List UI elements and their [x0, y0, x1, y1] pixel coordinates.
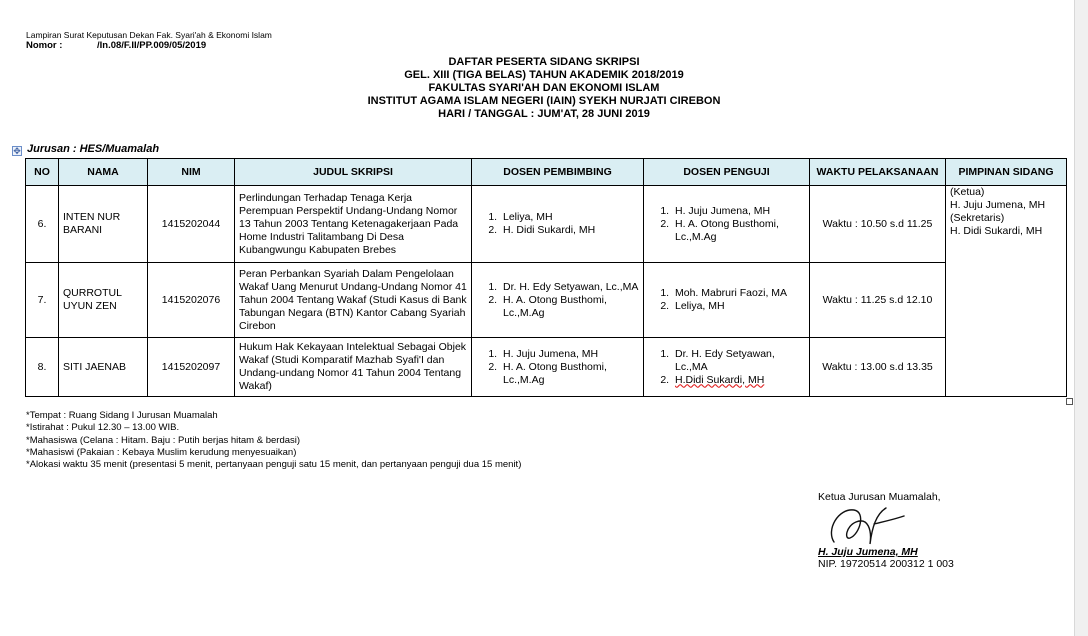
- penguji-list: [648, 287, 805, 313]
- cell-no: 8.: [26, 338, 59, 397]
- cell-nim: 1415202076: [148, 263, 235, 338]
- pembimbing-list: [476, 281, 639, 320]
- doc-title: DAFTAR PESERTA SIDANG SKRIPSI: [448, 56, 640, 68]
- vertical-scrollbar[interactable]: [1074, 0, 1088, 636]
- pembimbing-item: 2. H. Didi Sukardi, MH: [500, 224, 639, 237]
- penguji-item: 1. H. Juju Jumena, MH: [672, 205, 805, 218]
- cell-waktu: Waktu : 13.00 s.d 13.35: [810, 338, 946, 397]
- note-istirahat: *Istirahat : Pukul 12.30 – 13.00 WIB.: [26, 422, 180, 434]
- cell-judul: Perlindungan Terhadap Tenaga Kerja Perempuan Perspektif Undang-Undang Nomor 13 Tahun 2003 Tentang Ketenagakerjaan Pada Home Industri Talitambang Di Desa Kubangwungu Kabupaten Brebes: [235, 186, 472, 263]
- pimpinan-ketua-label: (Ketua): [950, 186, 985, 198]
- penguji-item: 1. Moh. Mabruri Faozi, MA: [672, 287, 805, 300]
- pembimbing-list: [476, 348, 639, 387]
- pimpinan-ketua-name: H. Juju Jumena, MH: [950, 199, 1046, 211]
- cell-pimpinan: [946, 186, 1067, 397]
- cell-penguji: [644, 186, 810, 263]
- handwritten-signature: [820, 500, 910, 550]
- doc-subtitle-fakultas: FAKULTAS SYARI'AH DAN EKONOMI ISLAM: [428, 82, 660, 94]
- cell-penguji: [644, 338, 810, 397]
- pembimbing-item: 1. H. Juju Jumena, MH: [500, 348, 639, 361]
- col-header-pembimbing: DOSEN PEMBIMBING: [472, 159, 644, 186]
- pembimbing-item: 1. Dr. H. Edy Setyawan, Lc.,MA: [500, 281, 639, 294]
- penguji-item: 2. H. A. Otong Busthomi, Lc.,M.Ag: [672, 218, 805, 244]
- cell-pembimbing: [472, 338, 644, 397]
- notes-block: [26, 410, 521, 471]
- pembimbing-list: [476, 211, 639, 237]
- penguji-item: 2. Leliya, MH: [672, 300, 805, 313]
- penguji-list: [648, 205, 805, 244]
- note-mahasiswa: *Mahasiswa (Celana : Hitam. Baju : Putih berjas hitam & berdasi): [26, 434, 301, 446]
- cell-nama: INTEN NUR BARANI: [59, 186, 148, 263]
- cell-nim: 1415202044: [148, 186, 235, 263]
- table-row: [26, 263, 1067, 338]
- pembimbing-item: 2. H. A. Otong Busthomi, Lc.,M.Ag: [500, 294, 639, 320]
- penguji-item: 1. Dr. H. Edy Setyawan, Lc.,MA: [672, 348, 805, 374]
- cell-judul: Peran Perbankan Syariah Dalam Pengelolaan Wakaf Uang Menurut Undang-Undang Nomor 41 Tahun 2004 Tentang Wakaf (Studi Kasus di Bank Tabungan Negara (BTN) Kantor Cabang Syariah Cirebon: [235, 263, 472, 338]
- col-header-nama: NAMA: [59, 159, 148, 186]
- lampiran-text: Lampiran Surat Keputusan Dekan Fak. Syari'ah & Ekonomi Islam: [26, 30, 272, 40]
- col-header-judul: JUDUL SKRIPSI: [235, 159, 472, 186]
- doc-subtitle-tanggal: HARI / TANGGAL : JUM'AT, 28 JUNI 2019: [438, 108, 650, 120]
- note-mahasiswi: *Mahasiswi (Pakaian : Kebaya Muslim kerudung menyesuaikan): [26, 446, 297, 458]
- signature-title: Ketua Jurusan Muamalah,: [818, 491, 941, 503]
- doc-subtitle-institut: INSTITUT AGAMA ISLAM NEGERI (IAIN) SYEKH NURJATI CIREBON: [367, 95, 721, 107]
- nomor-label: Nomor :: [26, 40, 63, 51]
- cell-penguji: [644, 263, 810, 338]
- pimpinan-sekretaris-name: H. Didi Sukardi, MH: [950, 225, 1043, 237]
- note-alokasi: *Alokasi waktu 35 menit (presentasi 5 menit, pertanyaan penguji satu 15 menit, dan pertanyaan penguji dua 15 menit): [26, 459, 522, 471]
- cell-pembimbing: [472, 186, 644, 263]
- col-header-waktu: WAKTU PELAKSANAAN: [810, 159, 946, 186]
- cell-waktu: Waktu : 10.50 s.d 11.25: [810, 186, 946, 263]
- nomor-value: /In.08/F.II/PP.009/05/2019: [97, 40, 207, 51]
- col-header-penguji: DOSEN PENGUJI: [644, 159, 810, 186]
- cell-nim: 1415202097: [148, 338, 235, 397]
- cell-nama: QURROTUL UYUN ZEN: [59, 263, 148, 338]
- cell-waktu: Waktu : 11.25 s.d 12.10: [810, 263, 946, 338]
- table-row: [26, 186, 1067, 263]
- cell-judul: Hukum Hak Kekayaan Intelektual Sebagai Objek Wakaf (Studi Komparatif Mazhab Syafi'I dan Undang-undang Nomor 41 Tahun 2004 Tentang Wakaf): [235, 338, 472, 397]
- signature-name: H. Juju Jumena, MH: [818, 546, 918, 558]
- cell-no: 7.: [26, 263, 59, 338]
- pembimbing-item: 2. H. A. Otong Busthomi, Lc.,M.Ag: [500, 361, 639, 387]
- move-handle-icon[interactable]: ✥: [13, 146, 21, 156]
- penguji-list: [648, 348, 805, 387]
- penguji-item-text: H.Didi Sukardi, MH: [675, 373, 765, 386]
- pembimbing-item: 1. Leliya, MH: [500, 211, 639, 224]
- pimpinan-sekretaris-label: (Sekretaris): [950, 212, 1005, 224]
- signature-nip: NIP. 19720514 200312 1 003: [818, 558, 954, 570]
- col-header-pimpinan: PIMPINAN SIDANG: [946, 159, 1067, 186]
- col-header-no: NO: [26, 159, 59, 186]
- table-row: [26, 338, 1067, 397]
- resize-handle-icon[interactable]: [1066, 398, 1073, 405]
- doc-subtitle-gelombang: GEL. XIII (TIGA BELAS) TAHUN AKADEMIK 2018/2019: [404, 69, 684, 81]
- cell-no: 6.: [26, 186, 59, 263]
- schedule-table: [25, 158, 1067, 397]
- cell-pembimbing: [472, 263, 644, 338]
- penguji-item: [672, 374, 805, 387]
- section-label: Jurusan : HES/Muamalah: [27, 143, 160, 155]
- table-header-row: [26, 159, 1067, 186]
- note-tempat: *Tempat : Ruang Sidang I Jurusan Muamalah: [26, 410, 218, 421]
- cell-nama: SITI JAENAB: [59, 338, 148, 397]
- col-header-nim: NIM: [148, 159, 235, 186]
